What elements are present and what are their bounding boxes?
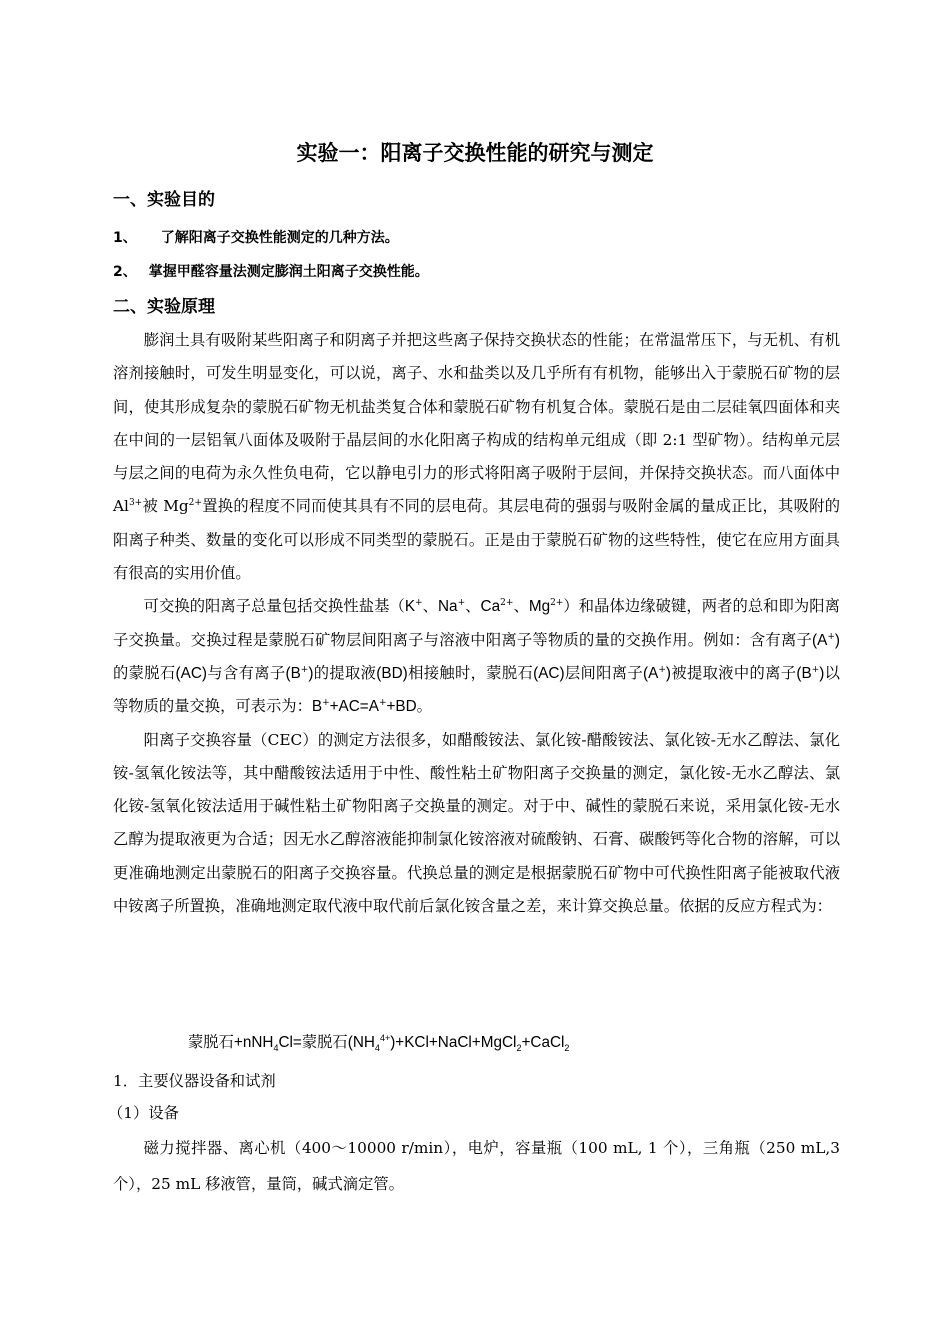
text-run: 可交换的阳离子总量包括交换性盐基（	[143, 597, 405, 616]
text-run: 置换的程度不同而使其具有不同的层电荷。其层电荷的强弱与吸附金属的量成正比，其吸附的阳离子种类、数量的变化可以形成不同类型的蒙脱石。正是由于蒙脱石矿物的这些特性，使它在应用方面具有很高的实用价值。	[113, 497, 840, 583]
equation-part: +CaCl	[521, 1034, 565, 1051]
equation-part: +BD。	[386, 698, 432, 716]
subheading-equipment-reagents: 1．主要仪器设备和试剂	[113, 1072, 276, 1090]
objective-text: 掌握甲醛容量法测定膨润土阳离子交换性能。	[148, 264, 429, 280]
section-heading-principle: 二、实验原理	[113, 297, 215, 317]
objective-number: 2、	[113, 264, 137, 280]
subscript: 2	[564, 1043, 570, 1054]
ion-a: (A	[643, 664, 659, 682]
ion-na: Na	[438, 598, 458, 616]
superscript: +	[658, 664, 666, 675]
paren: )	[665, 664, 671, 682]
ion-a: (A	[812, 631, 828, 649]
superscript: +	[415, 598, 423, 609]
separator: 、	[422, 597, 438, 616]
superscript: +	[378, 698, 387, 709]
superscript: 2+	[550, 598, 564, 609]
compound-ac: (AC)	[533, 664, 565, 682]
equation-part: 蒙脱石+nNH	[188, 1034, 274, 1051]
compound-bd: (BD)	[376, 664, 408, 682]
separator: 、	[513, 597, 529, 616]
text-run: 的提取液	[313, 663, 377, 682]
text-run: 以等物质的量交换，可表示为：	[113, 663, 840, 716]
paren: )	[819, 664, 825, 682]
superscript: +	[811, 664, 820, 675]
text-run: 膨润土具有吸附某些阳离子和阴离子并把这些离子保持交换状态的性能；在常温常压下，与无机、有机溶剂接触时，可发生明显变化，可以说，离子、水和盐类以及几乎所有有机物，能够出入于蒙脱石矿物的层间，使其形成复杂的蒙脱石矿物无机盐类复合体和蒙脱石矿物有机复合体。蒙脱石是由二层硅氧四面体和夹在中间的一层铝氧八面体及吸附于晶层间的水化阳离子构成的结构单元组成（即 2:1 型矿物）。结构单元层与层之间的电荷为永久性负电荷，它以静电引力的形式将阳离子吸附于层间，并保持交换状态。而八面体中 Al	[113, 331, 840, 516]
separator: 、	[465, 597, 481, 616]
subheading-equipment: （1）设备	[108, 1104, 179, 1122]
section-heading-objectives: 一、实验目的	[113, 190, 215, 210]
ion-b: (B	[796, 664, 812, 682]
reaction-equation	[188, 1030, 569, 1056]
text-run: 层间阳离子	[564, 663, 644, 682]
principle-paragraph-3: 阳离子交换容量（CEC）的测定方法很多，如醋酸铵法、氯化铵-醋酸铵法、氯化铵-无水乙醇法、氯化铵-氢氧化铵法等，其中醋酸铵法适用于中性、酸性粘土矿物阳离子交换量的测定，氯化铵-无水乙醇法、氯化铵-氢氧化铵法适用于碱性粘土矿物阳离子交换量的测定。对于中、碱性的蒙脱石来说，采用氯化铵-无水乙醇为提取液更为合适；因无水乙醇溶液能抑制氯化铵溶液对硫酸钠、石膏、碳酸钙等化合物的溶解，可以更准确地测定出蒙脱石的阳离子交换容量。代换总量的测定是根据蒙脱石矿物中可代换性阳离子能被取代液中铵离子所置换，准确地测定取代液中取代前后氯化铵含量之差，来计算交换总量。依据的反应方程式为：	[113, 730, 840, 916]
subscript: 2	[516, 1043, 522, 1054]
superscript: +	[827, 631, 835, 642]
paren: )	[308, 664, 314, 682]
objective-number: 1、	[113, 230, 137, 246]
equation-part: +AC=A	[329, 698, 379, 716]
principle-body	[113, 324, 840, 923]
superscript: 2+	[188, 498, 202, 509]
superscript: +	[457, 598, 466, 609]
objective-text: 了解阳离子交换性能测定的几种方法。	[160, 230, 399, 246]
text-run: 相接触时，蒙脱石	[407, 663, 534, 682]
superscript: 4+	[379, 1032, 391, 1043]
text-run: 被 Mg	[142, 497, 189, 516]
ion-k: K	[404, 598, 416, 616]
compound-ac: (AC)	[175, 664, 207, 682]
subscript: 4	[374, 1043, 380, 1054]
paren: )	[834, 631, 840, 649]
ion-ca: Ca	[480, 598, 501, 616]
text-run: ）和晶体边缘破键，两者的总和即为阳离子交换量。交换过程是蒙脱石矿物层间阳离子与溶液中阳离子等物质的量的交换作用。例如：含有离子	[113, 597, 840, 649]
text-run: 与含有离子	[206, 663, 286, 682]
principle-paragraph-2	[113, 590, 840, 723]
superscript: +	[322, 698, 330, 709]
superscript: 3+	[128, 498, 143, 509]
superscript: 2+	[500, 598, 514, 609]
page-title: 实验一：阳离子交换性能的研究与测定	[296, 141, 654, 165]
ion-mg: Mg	[528, 598, 551, 616]
objective-item-1	[113, 228, 399, 248]
equation-part: )+KCl+NaCl+MgCl	[390, 1034, 517, 1051]
equation-part: Cl=蒙脱石(NH	[278, 1034, 375, 1051]
objective-item-2	[113, 262, 429, 282]
principle-paragraph-1	[113, 324, 840, 590]
ion-b: (B	[285, 664, 301, 682]
equation-part: B	[311, 698, 323, 716]
text-run: 的蒙脱石	[113, 663, 176, 682]
text-run: 被提取液中的离子	[671, 663, 797, 682]
subscript: 4	[273, 1043, 279, 1054]
superscript: +	[300, 664, 309, 675]
equipment-list: 磁力搅拌器、离心机（400～10000 r/min），电炉，容量瓶（100 mL, 1 个），三角瓶（250 mL,3 个），25 mL 移液管，量筒，碱式滴定管。	[113, 1139, 840, 1193]
